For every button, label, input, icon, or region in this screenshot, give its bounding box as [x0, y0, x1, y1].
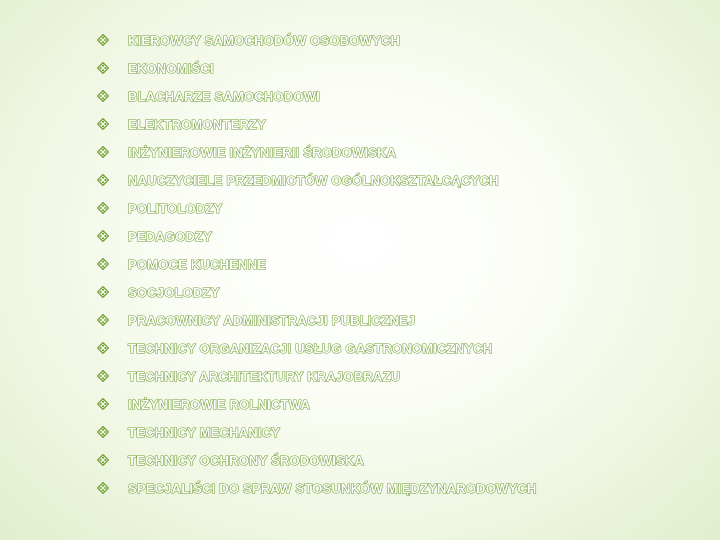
diamond-bullet-icon — [96, 229, 110, 243]
list-item-label: BLACHARZE SAMOCHODOWI — [128, 88, 320, 104]
list-item-label: KIEROWCY SAMOCHODÓW OSOBOWYCH — [128, 32, 401, 48]
list-item — [96, 474, 537, 502]
list-item-label: EKONOMIŚCI — [128, 60, 214, 76]
list-item — [96, 306, 537, 334]
diamond-bullet-icon — [96, 397, 110, 411]
list-item — [96, 138, 537, 166]
list-item-label: PRACOWNICY ADMINISTRACJI PUBLICZNEJ — [128, 312, 416, 328]
list-item — [96, 166, 537, 194]
list-item-label: TECHNICY OCHRONY ŚRODOWISKA — [128, 452, 365, 468]
diamond-bullet-icon — [96, 173, 110, 187]
diamond-bullet-icon — [96, 313, 110, 327]
diamond-bullet-icon — [96, 61, 110, 75]
list-item-label: POLITOLODZY — [128, 200, 223, 216]
list-item — [96, 26, 537, 54]
list-item — [96, 278, 537, 306]
diamond-bullet-icon — [96, 453, 110, 467]
diamond-bullet-icon — [96, 33, 110, 47]
list-item — [96, 110, 537, 138]
list-item-label: TECHNICY ORGANIZACJI USŁUG GASTRONOMICZNYCH — [128, 340, 493, 356]
list-item-label: TECHNICY ARCHITEKTURY KRAJOBRAZU — [128, 368, 401, 384]
list-item — [96, 222, 537, 250]
list-item-label: INŻYNIEROWIE ROLNICTWA — [128, 396, 311, 412]
diamond-bullet-icon — [96, 145, 110, 159]
list-item-label: ELEKTROMONTERZY — [128, 116, 267, 132]
list-item-label: TECHNICY MECHANICY — [128, 424, 281, 440]
list-item — [96, 54, 537, 82]
diamond-bullet-icon — [96, 369, 110, 383]
bullet-list — [96, 26, 537, 502]
list-item — [96, 390, 537, 418]
list-item-label: PEDAGODZY — [128, 228, 213, 244]
list-item — [96, 334, 537, 362]
list-item-label: SPECJALIŚCI DO SPRAW STOSUNKÓW MIĘDZYNARODOWYCH — [128, 480, 537, 496]
list-item — [96, 362, 537, 390]
list-item — [96, 446, 537, 474]
diamond-bullet-icon — [96, 117, 110, 131]
diamond-bullet-icon — [96, 425, 110, 439]
list-item-label: SOCJOLODZY — [128, 284, 220, 300]
diamond-bullet-icon — [96, 341, 110, 355]
list-item — [96, 194, 537, 222]
list-item-label: POMOCE KUCHENNE — [128, 256, 267, 272]
list-item — [96, 250, 537, 278]
diamond-bullet-icon — [96, 257, 110, 271]
diamond-bullet-icon — [96, 285, 110, 299]
list-item-label: NAUCZYCIELE PRZEDMIOTÓW OGÓLNOKSZTAŁCĄCYCH — [128, 172, 499, 188]
diamond-bullet-icon — [96, 89, 110, 103]
diamond-bullet-icon — [96, 201, 110, 215]
diamond-bullet-icon — [96, 481, 110, 495]
list-item — [96, 82, 537, 110]
list-item — [96, 418, 537, 446]
list-item-label: INŻYNIEROWIE INŻYNIERII ŚRODOWISKA — [128, 144, 397, 160]
